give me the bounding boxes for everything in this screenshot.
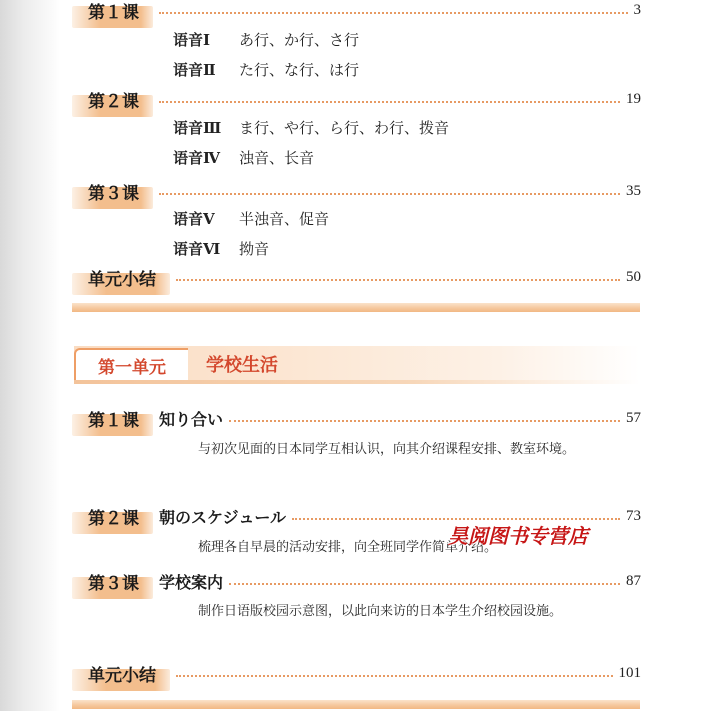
sub-text: ま行、や行、ら行、わ行、拨音: [239, 118, 450, 137]
sub-text: 拗音: [239, 239, 270, 258]
lesson-label: 第２课: [78, 503, 153, 530]
lesson-label: 第１课: [78, 0, 153, 24]
page-number: 35: [626, 182, 641, 199]
sub-label: 语音Ⅲ: [173, 118, 222, 137]
dot-leader: [159, 12, 628, 14]
dot-leader: [176, 279, 620, 281]
lesson-title: 朝のスケジュール: [159, 507, 287, 527]
page-number: 50: [626, 268, 641, 285]
toc-lesson-2[interactable]: [78, 86, 641, 112]
sub-label: 语音Ⅰ: [173, 30, 211, 49]
toc-lesson-3[interactable]: [78, 178, 641, 204]
toc-sub-item: [173, 236, 269, 260]
page-number: 87: [626, 572, 641, 589]
toc-lesson-1[interactable]: [78, 0, 641, 23]
toc-sub-item: [173, 115, 449, 139]
dot-leader: [229, 420, 620, 422]
lesson-description: 梳理各自早晨的活动安排，向全班同学作简单介绍。: [198, 540, 498, 555]
page-edge-shadow: [0, 0, 60, 711]
lesson-title: 学校案内: [159, 572, 224, 592]
lesson-label: 第１课: [78, 405, 153, 432]
dot-leader: [159, 101, 620, 103]
sub-label: 语音Ⅵ: [173, 239, 221, 258]
sub-label: 语音Ⅳ: [173, 148, 221, 167]
toc-unit-lesson-1[interactable]: [78, 405, 641, 431]
dot-leader: [159, 193, 620, 195]
lesson-label: 第３课: [78, 178, 153, 205]
lesson-description: 制作日语版校园示意图，以此向来访的日本学生介绍校园设施。: [198, 604, 563, 619]
lesson-title: 知り合い: [159, 409, 224, 429]
toc-sub-item: [173, 27, 359, 51]
lesson-label: 第２课: [78, 86, 153, 113]
section-divider: [72, 303, 640, 312]
page-number: 73: [626, 507, 641, 524]
page-number: 19: [626, 90, 641, 107]
toc-sub-item: [173, 206, 329, 230]
sub-text: た行、な行、は行: [239, 60, 360, 79]
lesson-label: 单元小结: [78, 660, 170, 687]
unit-header: [74, 344, 640, 380]
store-watermark: 昊阅图书专营店: [448, 524, 588, 548]
dot-leader: [229, 583, 620, 585]
page-number: 57: [626, 409, 641, 426]
toc-sub-item: [173, 145, 314, 169]
toc-sub-item: [173, 57, 359, 81]
section-divider-bottom: [72, 700, 640, 709]
dot-leader: [176, 675, 613, 677]
sub-label: 语音Ⅴ: [173, 209, 215, 228]
lesson-label: 第３课: [78, 568, 153, 595]
lesson-label: 单元小结: [78, 264, 170, 291]
sub-text: 半浊音、促音: [239, 209, 330, 228]
unit-tab: 第一单元: [74, 348, 188, 380]
lesson-description: 与初次见面的日本同学互相认识，向其介绍课程安排、教室环境。: [198, 442, 576, 457]
unit-name: 学校生活: [206, 355, 278, 376]
page-number: 101: [618, 664, 641, 681]
page-number: 3: [633, 1, 641, 18]
sub-text: あ行、か行、さ行: [239, 30, 360, 49]
toc-unit-lesson-3[interactable]: [78, 568, 641, 594]
toc-unit-summary-2[interactable]: [78, 660, 641, 686]
sub-label: 语音Ⅱ: [173, 60, 216, 79]
toc-unit-summary[interactable]: [78, 264, 641, 290]
sub-text: 浊音、长音: [239, 148, 315, 167]
